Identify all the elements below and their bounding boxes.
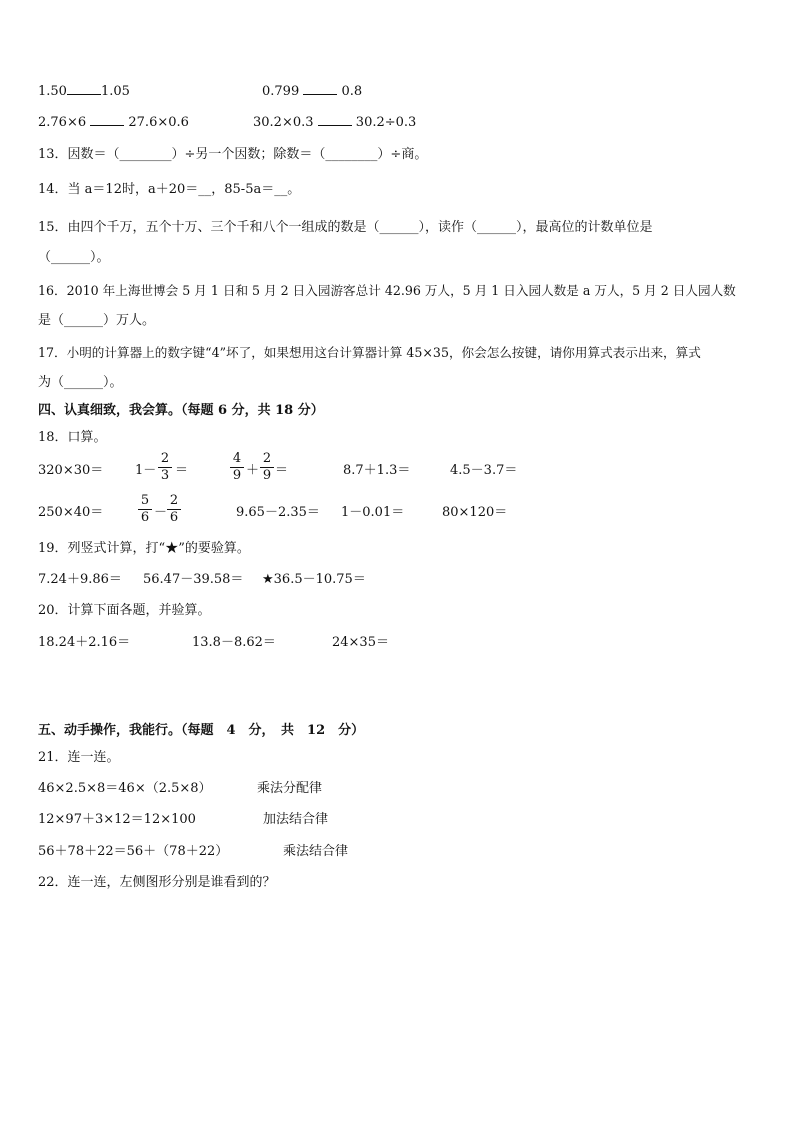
question-16-line-2: 是（______）万人。 (38, 313, 156, 328)
oral-calc-item: 250×40＝ (38, 505, 104, 520)
answer-blank[interactable] (67, 94, 101, 95)
compare-value: 30.2×0.3 (253, 115, 314, 130)
equals-sign: ＝ (275, 463, 289, 478)
question-18-title: 18．口算。 (38, 430, 107, 445)
question-14: 14．当 a＝12时，a＋20＝__，85-5a＝__。 (38, 182, 301, 197)
denominator: 9 (262, 468, 272, 483)
compare-value: 1.05 (100, 84, 130, 99)
section-5-heading: 五、动手操作，我能行。（每题 4 分， 共 12 分） (38, 723, 365, 738)
oral-calc-item: 1－ (135, 463, 157, 478)
compare-value: 1.50 (38, 84, 67, 99)
compare-row-2-left (38, 115, 189, 131)
compare-row-1-right (262, 84, 362, 100)
operator: ＋ (246, 463, 260, 478)
law-equation: 56＋78＋22＝56＋（78＋22） (38, 844, 229, 859)
numerator: 4 (232, 451, 242, 466)
law-name: 加法结合律 (263, 812, 329, 827)
verify-calc-item: 24×35＝ (332, 635, 389, 650)
verify-calc-item: 18.24＋2.16＝ (38, 635, 131, 650)
vertical-calc-item: ★36.5－10.75＝ (262, 572, 366, 587)
compare-value: 0.8 (341, 84, 363, 99)
denominator: 6 (140, 510, 150, 525)
compare-value: 27.6×0.6 (128, 115, 189, 130)
law-name: 乘法结合律 (283, 844, 349, 859)
question-16-line-1: 16．2010 年上海世博会 5 月 1 日和 5 月 2 日入园游客总计 42.96 万人，5 月 1 日入园人数是 a 万人，5 月 2 日人园人数 (38, 283, 736, 298)
vertical-calc-item: 7.24＋9.86＝ (38, 572, 122, 587)
numerator: 2 (262, 451, 272, 466)
law-equation: 12×97＋3×12＝12×100 (38, 812, 196, 827)
verify-calc-item: 13.8－8.62＝ (192, 635, 276, 650)
denominator: 3 (160, 468, 170, 483)
numerator: 5 (140, 493, 150, 508)
question-21-title: 21．连一连。 (38, 750, 120, 765)
compare-row-2-right (253, 115, 416, 131)
compare-value: 30.2÷0.3 (355, 115, 417, 130)
denominator: 6 (169, 510, 179, 525)
oral-calc-item: 8.7＋1.3＝ (343, 463, 411, 478)
law-equation: 46×2.5×8＝46×（2.5×8） (38, 781, 212, 796)
fraction (158, 452, 172, 483)
numerator: 2 (160, 451, 170, 466)
compare-row-1-left (38, 84, 130, 100)
vertical-calc-item: 56.47－39.58＝ (143, 572, 244, 587)
fraction (167, 494, 181, 525)
section-4-heading: 四、认真细致，我会算。（每题 6 分，共 18 分） (38, 403, 324, 418)
oral-calc-item: 80×120＝ (442, 505, 508, 520)
oral-calc-item: 4.5－3.7＝ (450, 463, 518, 478)
oral-calc-item: 9.65－2.35＝ (236, 505, 320, 520)
fraction (260, 452, 274, 483)
law-name: 乘法分配律 (257, 781, 323, 796)
question-15-line-2: （______）。 (38, 250, 110, 265)
question-15-line-1: 15．由四个千万，五个十万、三个千和八个一组成的数是（______），读作（______），最高位的计数单位是 (38, 220, 653, 235)
question-19-title: 19．列竖式计算，打“★”的要验算。 (38, 541, 250, 556)
oral-calc-item: 1－0.01＝ (341, 505, 405, 520)
question-13: 13．因数＝（________）÷另一个因数；除数＝（________）÷商。 (38, 147, 428, 162)
answer-blank[interactable] (303, 94, 337, 95)
compare-value: 0.799 (262, 84, 300, 99)
oral-calc-item: 320×30＝ (38, 463, 104, 478)
question-22: 22．连一连，左侧图形分别是谁看到的？ (38, 875, 276, 890)
compare-value: 2.76×6 (38, 115, 87, 130)
operator: － (154, 505, 168, 520)
numerator: 2 (169, 493, 179, 508)
answer-blank[interactable] (90, 125, 124, 126)
equals-sign: ＝ (175, 463, 189, 478)
fraction (138, 494, 152, 525)
question-17-line-2: 为（______）。 (38, 375, 123, 390)
fraction (230, 452, 244, 483)
question-20-title: 20．计算下面各题，并验算。 (38, 603, 211, 618)
denominator: 9 (232, 468, 242, 483)
question-17-line-1: 17．小明的计算器上的数字键“4”坏了，如果想用这台计算器计算 45×35，你会怎么按键，请你用算式表示出来，算式 (38, 345, 701, 360)
answer-blank[interactable] (318, 125, 352, 126)
